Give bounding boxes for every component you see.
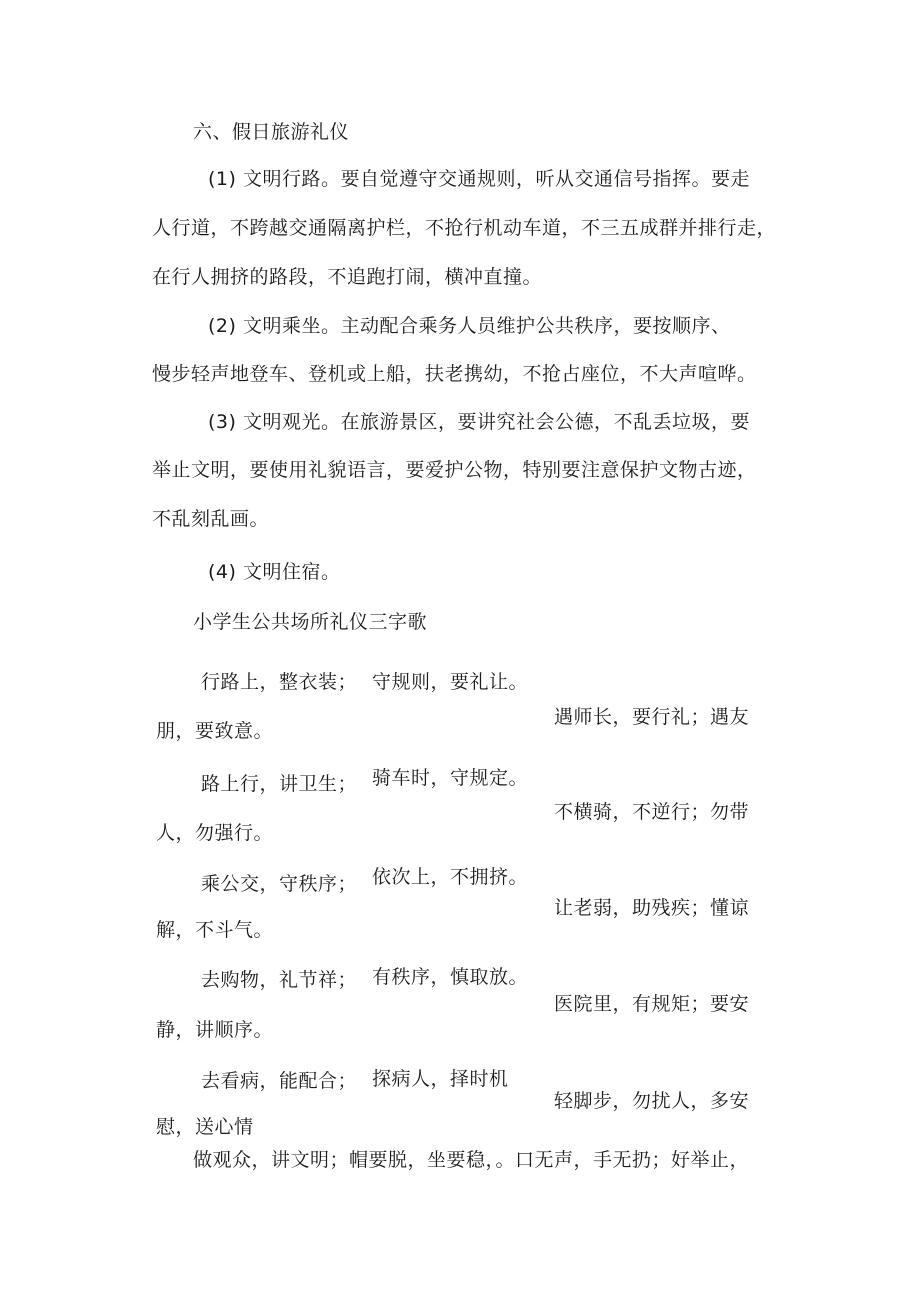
poem-title: 小学生公共场所礼仪三字歌 — [193, 611, 428, 633]
paragraph-line: (1) 文明行路。要自觉遵守交通规则，听从交通信号指挥。要走 — [208, 168, 750, 190]
poem-fragment: 遇师长，要行礼；遇友 — [554, 706, 750, 728]
paragraph-line: 人行道，不跨越交通隔离护栏，不抢行机动车道，不三五成群并排行走， — [152, 217, 777, 239]
paragraph-line: 在行人拥挤的路段，不追跑打闹，横冲直撞。 — [152, 266, 543, 288]
paragraph-line: 不乱刻乱画。 — [152, 508, 270, 530]
poem-fragment: 探病人，择时机 — [372, 1068, 509, 1090]
paragraph-line: (4) 文明住宿。 — [208, 561, 341, 583]
poem-fragment: 医院里，有规矩；要安 — [554, 993, 750, 1015]
poem-fragment: 去购物，礼节祥； — [201, 969, 358, 991]
poem-fragment: 静，讲顺序。 — [156, 1019, 274, 1041]
poem-fragment: 慰，送心情 — [156, 1116, 254, 1138]
poem-fragment: 乘公交，守秩序； — [201, 873, 358, 895]
poem-fragment: 朋，要致意。 — [156, 720, 274, 742]
poem-fragment: 骑车时，守规定。 — [372, 767, 529, 789]
footer-line: 做观众，讲文明；帽要脱，坐要稳，。口无声，手无扔；好举止， — [193, 1149, 750, 1171]
poem-fragment: 行路上，整衣装； — [201, 671, 358, 693]
clipped-region — [140, 1114, 340, 1138]
poem-fragment: 路上行，讲卫生； — [201, 773, 358, 795]
clipped-region — [360, 1066, 560, 1090]
paragraph-line: (3) 文明观光。在旅游景区，要讲究社会公德，不乱丢垃圾，要 — [208, 411, 750, 433]
poem-fragment: 轻脚步，勿扰人，多安 — [554, 1090, 750, 1112]
section-heading: 六、假日旅游礼仪 — [193, 121, 350, 143]
paragraph-line: 慢步轻声地登车、登机或上船，扶老携幼，不抢占座位，不大声喧哗。 — [152, 363, 757, 385]
paragraph-line: 举止文明，要使用礼貌语言，要爱护公物，特别要注意保护文物古迹， — [152, 459, 757, 481]
poem-fragment: 解，不斗气。 — [156, 919, 274, 941]
poem-fragment: 人，勿强行。 — [156, 822, 274, 844]
poem-fragment: 有秩序，慎取放。 — [372, 966, 529, 988]
poem-fragment: 去看病，能配合； — [201, 1070, 358, 1092]
poem-fragment: 让老弱，助残疾；懂谅 — [554, 897, 750, 919]
poem-fragment: 不横骑，不逆行；勿带 — [554, 801, 750, 823]
poem-fragment: 依次上，不拥挤。 — [372, 866, 529, 888]
poem-fragment: 守规则，要礼让。 — [372, 671, 529, 693]
clipped-region — [540, 1088, 800, 1112]
paragraph-line: (2) 文明乘坐。主动配合乘务人员维护公共秩序，要按顺序、 — [208, 315, 731, 337]
